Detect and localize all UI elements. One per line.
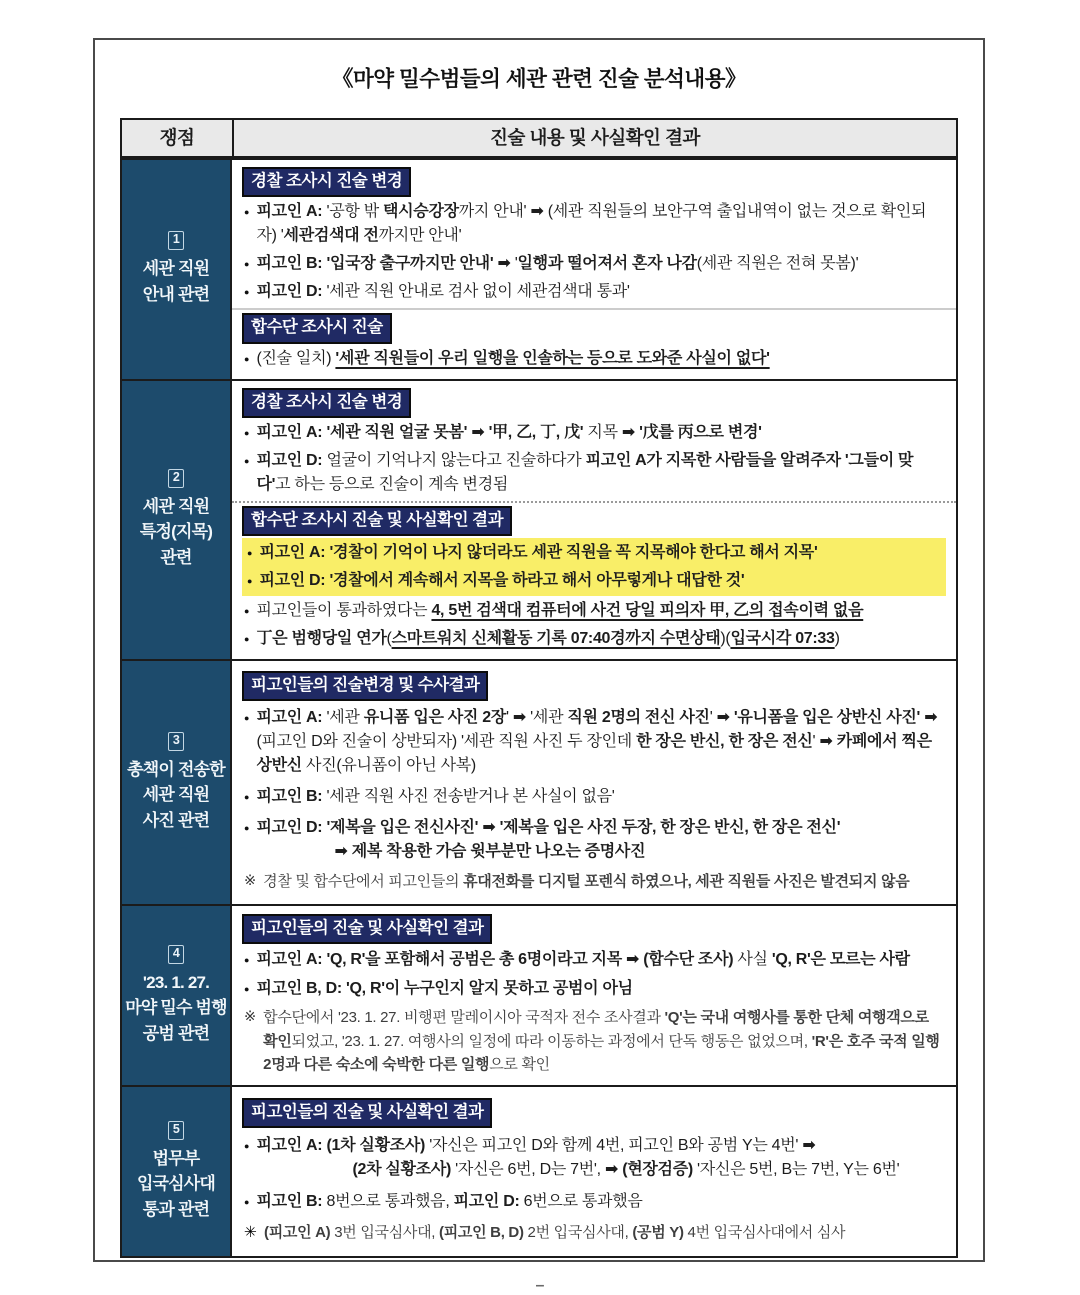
text-segment: 되었고, '23. 1. 27. 여행사의 일정에 따라 이동하는 과정에서 단독 행동은 없었으며,: [291, 1032, 812, 1050]
text-segment: '공항 밖: [326, 203, 383, 221]
header-issue-column: 쟁점: [122, 120, 234, 156]
issue-cell: [122, 160, 232, 379]
content-cell: [232, 1087, 956, 1256]
bullet-icon: ●: [244, 792, 250, 803]
text-segment: (현장검증): [622, 1161, 693, 1179]
text-segment: 까지만 안내': [378, 227, 462, 245]
text-segment: 3번 입국심사대,: [330, 1224, 440, 1242]
statement-text: [263, 870, 944, 893]
issue-label-line: 법무부: [152, 1148, 200, 1168]
statement-text: [256, 421, 944, 445]
text-segment: (1차 실황조사): [326, 1137, 426, 1155]
reference-mark-icon: ✳: [244, 1224, 257, 1242]
section-badge: 피고인들의 진술 및 사실확인 결과: [242, 1098, 492, 1128]
text-segment: 세관검색대 전: [283, 227, 379, 245]
text-segment: '甲, 乙, 丁, 戊': [488, 423, 584, 441]
text-segment: 피고인 B, D:: [256, 980, 347, 998]
text-segment: 'Q'는 국내 여행사를 통한 단체 여행객으로 확인: [263, 1009, 929, 1050]
issue-label-line: 공범 관련: [142, 1023, 210, 1043]
table-row: [122, 904, 956, 1085]
text-segment: ➡: [924, 709, 938, 727]
statement-text: [256, 627, 944, 651]
text-segment: )(: [720, 630, 731, 648]
statement-text: [256, 1190, 944, 1214]
section-badge-wrap: [242, 671, 946, 701]
text-segment: (2차 실황조사): [352, 1161, 452, 1179]
text-segment: 카페에서 찍은 상반신: [256, 733, 932, 775]
text-segment: '자신은 5번, B는 7번, Y는 6번': [692, 1161, 900, 1179]
text-segment: 얼굴이 기억나지 않는다고 진술하다가: [326, 451, 586, 469]
statement-bullet: [242, 815, 946, 865]
text-segment: ': [514, 255, 518, 273]
statement-text: [259, 541, 941, 565]
text-segment: 입국시각 07:33: [730, 630, 835, 648]
text-segment: ': [709, 709, 717, 727]
bullet-icon: ●: [244, 713, 250, 724]
text-segment: (피고인 A): [264, 1224, 331, 1242]
text-segment: (세관 직원들의 보안구역 출입내역이 없는 것으로 확인되자): [256, 203, 927, 245]
text-segment: 일행과 떨어져서 혼자 나감: [517, 255, 697, 273]
bullet-icon: ●: [244, 1196, 250, 1207]
statement-bullet: [242, 420, 946, 446]
text-segment: ': [280, 227, 284, 245]
statement-text: [256, 1134, 944, 1182]
text-segment: '제복을 입은 전신사진': [326, 818, 479, 836]
section-badge: 경찰 조사시 진술 변경: [242, 388, 411, 418]
text-segment: 'Q, R'이 누구인지 알지 못하고 공범이 아님: [346, 980, 633, 998]
section-badge-wrap: [242, 1098, 946, 1128]
text-segment: (피고인 D와 진술이 상반되자): [256, 733, 462, 751]
text-segment: 2번 입국심사대,: [523, 1224, 633, 1242]
text-segment: '입국장 출구까지만 안내': [326, 255, 498, 273]
statement-text: [256, 599, 944, 623]
document-title: 《마약 밀수범들의 세관 관련 진술 분석내용》: [332, 67, 746, 91]
text-segment: 'R'은 호주 국적 일행 2명과 다른 숙소에 숙박한 다른 일행: [263, 1032, 940, 1073]
issue-label-line: 입국심사대: [136, 1174, 216, 1194]
text-segment: 피고인 B:: [256, 788, 327, 806]
statement-text: [256, 347, 944, 371]
section-badge-wrap: [242, 506, 946, 536]
bullet-icon: ●: [244, 984, 250, 995]
issue-label-line: 관련: [160, 547, 192, 567]
statement-bullet: [242, 1133, 946, 1183]
text-segment: 피고인 D:: [256, 451, 327, 469]
statement-bullet: [242, 626, 946, 652]
statement-text: [256, 948, 944, 972]
text-segment: ➡: [802, 1137, 816, 1155]
text-segment: (세관 직원은 전혀 못봄)': [696, 255, 859, 273]
section-badge: 합수단 조사시 진술 및 사실확인 결과: [242, 506, 512, 536]
text-segment: '세관: [326, 709, 364, 727]
statement-text: [259, 569, 941, 593]
text-segment: 휴대전화를 디지털 포렌식 하였으나, 세관 직원들 사진은 발견되지 않음: [463, 873, 910, 891]
issue-label-line: '23. 1. 27.: [142, 972, 210, 992]
statement-bullet: [242, 448, 946, 498]
issue-label-line: 안내 관련: [142, 284, 210, 304]
issue-cell: [122, 661, 232, 904]
issue-label-line: 마약 밀수 범행: [125, 998, 227, 1018]
text-segment: (합수단 조사): [643, 951, 734, 969]
text-segment: 으로 확인: [489, 1055, 550, 1073]
text-segment: (: [386, 630, 392, 648]
indent-spacer: [256, 855, 334, 856]
text-segment: 피고인 A:: [256, 423, 327, 441]
section-badge-wrap: [242, 914, 946, 944]
text-segment: (피고인 B, D): [439, 1224, 524, 1242]
text-segment: ➡: [604, 1161, 623, 1179]
page-frame: [93, 38, 985, 1262]
issue-label-line: 세관 직원: [142, 496, 210, 516]
section-badge-wrap: [242, 313, 946, 343]
text-segment: ➡: [512, 709, 531, 727]
text-segment: ': [812, 733, 820, 751]
statement-bullet: [242, 705, 946, 779]
text-segment: 피고인들이 통과하였다는: [256, 602, 432, 620]
text-segment: 피고인 D:: [256, 283, 327, 301]
text-segment: '세관 직원 사진 두 장인데: [461, 733, 637, 751]
text-segment: '그들이 맞다': [256, 451, 914, 493]
section-badge: 합수단 조사시 진술: [242, 313, 392, 343]
text-segment: 까지 안내': [458, 203, 531, 221]
text-segment: 피고인 D:: [256, 818, 327, 836]
text-segment: 피고인 B:: [256, 1192, 327, 1210]
statement-bullet: [242, 976, 946, 1002]
issue-label-line: 통과 관련: [142, 1199, 210, 1219]
text-segment: 지목: [583, 423, 622, 441]
statement-bullet: [242, 947, 946, 973]
statement-bullet: [242, 251, 946, 277]
text-segment: '제복을 입은 사진 두장, 한 장은 반신, 한 장은 전신': [499, 818, 841, 836]
statement-text: [256, 816, 944, 864]
text-segment: 경찰 및 합수단에서 피고인들의: [263, 873, 464, 891]
text-segment: ): [834, 630, 840, 648]
statement-bullet: [242, 598, 946, 624]
text-segment: 직원 2명의 전신 사진: [567, 709, 710, 727]
text-segment: (공범 Y): [632, 1224, 684, 1242]
statement-text: [264, 1221, 944, 1244]
text-segment: ➡: [626, 951, 644, 969]
statement-text: [256, 200, 944, 248]
text-segment: '유니폼을 입은 상반신 사진': [733, 709, 921, 727]
statement-text: [256, 280, 944, 304]
text-segment: 피고인 A:: [256, 203, 327, 221]
text-segment: 丁은 범행당일 연가: [256, 630, 387, 648]
statement-bullet: [242, 279, 946, 305]
text-segment: 8번으로 통과했음,: [326, 1192, 454, 1210]
fact-note: [242, 869, 946, 894]
text-segment: '자신은 피고인 D와 함께 4번, 피고인 B와 공범 Y는 4번': [425, 1137, 803, 1155]
issue-label-line: 총책이 전송한: [127, 759, 225, 779]
fact-note: [242, 1220, 946, 1245]
reference-mark-icon: ※: [244, 1009, 257, 1026]
text-segment: 피고인 D:: [259, 572, 330, 590]
text-segment: ➡: [621, 423, 640, 441]
content-cell: [232, 906, 956, 1085]
table-row: [122, 1085, 956, 1256]
statement-text: [256, 977, 944, 1001]
text-segment: 'Q, R'을 포함해서 공범은 총 6명이라고 지목: [326, 951, 626, 969]
issue-number-badge: 2: [168, 469, 184, 488]
text-segment: 4번 입국심사대에서 심사: [683, 1224, 846, 1242]
text-segment: 고 하는 등으로 진술이 계속 변경됨: [275, 475, 509, 493]
text-segment: 사실: [733, 951, 772, 969]
table-row: [122, 158, 956, 379]
text-segment: 한 장은 반신, 한 장은 전신: [636, 733, 813, 751]
text-segment: 피고인 A:: [256, 1137, 327, 1155]
statement-text: [256, 252, 944, 276]
bullet-icon: ●: [244, 207, 250, 218]
text-segment: 피고인 A가 지목한 사람들을 알려주자: [585, 451, 841, 469]
statement-text: [263, 1006, 944, 1076]
section-badge-wrap: [242, 388, 946, 418]
text-segment: ➡: [716, 709, 734, 727]
text-segment: ➡: [497, 255, 515, 273]
text-segment: 'Q, R'은 모르는 사람: [771, 951, 910, 969]
section-badge: 피고인들의 진술변경 및 수사결과: [242, 671, 488, 701]
statement-bullet: [242, 784, 946, 810]
issue-label-line: 세관 직원: [142, 785, 210, 805]
text-segment: '세관 직원 사진 전송받거나 본 사실이 없음': [326, 788, 615, 806]
text-segment: 6번으로 통과했음: [523, 1192, 643, 1210]
issue-cell: [122, 1087, 232, 1256]
issue-number-badge: 5: [168, 1121, 184, 1140]
bullet-icon: ●: [244, 259, 250, 270]
text-segment: ': [506, 709, 513, 727]
text-segment: '경찰이 기억이 나지 않더라도 세관 직원을 꼭 지목해야 한다고 해서 지목': [329, 544, 818, 562]
header-content-column: 진술 내용 및 사실확인 결과: [490, 127, 700, 148]
bullet-icon: ●: [247, 576, 253, 587]
section-badge: 피고인들의 진술 및 사실확인 결과: [242, 914, 492, 944]
content-cell: [232, 160, 956, 379]
issue-label-line: 세관 직원: [142, 259, 210, 279]
table-row: [122, 379, 956, 660]
bullet-icon: ●: [244, 822, 250, 833]
text-segment: ➡: [819, 733, 837, 751]
statement-bullet: [242, 199, 946, 249]
text-segment: 피고인 D:: [453, 1192, 524, 1210]
highlighted-statements: [242, 538, 946, 596]
bullet-icon: ●: [247, 548, 253, 559]
table-header-row: [122, 120, 956, 158]
text-segment: 피고인 B:: [256, 255, 327, 273]
text-segment: '세관 직원 얼굴 못봄': [326, 423, 472, 441]
text-segment: 피고인 A:: [259, 544, 330, 562]
statement-bullet: [245, 539, 943, 567]
text-segment: ➡: [471, 423, 489, 441]
issue-label-line: 특정(지목): [139, 522, 213, 542]
text-segment: 사진(유니폼이 아닌 사복): [301, 757, 476, 775]
issue-cell: [122, 906, 232, 1085]
issue-number-badge: 1: [168, 231, 184, 250]
text-segment: (진술 일치): [256, 349, 336, 367]
content-cell: [232, 661, 956, 904]
text-segment: '세관: [530, 709, 568, 727]
reference-mark-icon: ※: [244, 873, 257, 890]
text-segment: '戊를 丙으로 변경': [639, 423, 762, 441]
separator: [232, 308, 956, 310]
table-row: [122, 659, 956, 904]
text-segment: 합수단에서 '23. 1. 27. 비행편 말레이시아 국적자 전수 조사결과: [263, 1009, 665, 1027]
bullet-icon: ●: [244, 1141, 250, 1152]
statement-text: [256, 785, 944, 809]
bullet-icon: ●: [244, 955, 250, 966]
section-badge: 경찰 조사시 진술 변경: [242, 167, 411, 197]
bullet-icon: ●: [244, 634, 250, 645]
indent-spacer: [256, 1173, 352, 1174]
analysis-table: [120, 118, 958, 1258]
issue-label-line: 사진 관련: [142, 810, 210, 830]
statement-text: [256, 449, 944, 497]
text-segment: '세관 직원 안내로 검사 없이 세관검색대 통과': [326, 283, 630, 301]
page-number-mark: –: [535, 1277, 545, 1294]
text-segment: ➡: [334, 842, 352, 860]
separator: [232, 501, 956, 503]
text-segment: ➡: [530, 203, 548, 221]
bullet-icon: ●: [244, 353, 250, 364]
bullet-icon: ●: [244, 455, 250, 466]
statement-bullet: [245, 567, 943, 595]
bullet-icon: ●: [244, 287, 250, 298]
issue-cell: [122, 381, 232, 660]
text-segment: '경찰에서 계속해서 지목을 하라고 해서 아무렇게나 대답한 것': [329, 572, 745, 590]
content-cell: [232, 381, 956, 660]
text-segment: 피고인 A:: [256, 709, 327, 727]
issue-number-badge: 3: [168, 732, 184, 751]
issue-number-badge: 4: [168, 945, 184, 964]
text-segment: '세관 직원들이 우리 일행을 인솔하는 등으로 도와준 사실이 없다': [335, 349, 770, 367]
statement-text: [256, 706, 944, 778]
text-segment: 4, 5번 검색대 컴퓨터에 사건 당일 피의자 甲, 乙의 접속이력 없음: [431, 602, 864, 620]
text-segment: '자신은 6번, D는 7번',: [451, 1161, 605, 1179]
fact-note: [242, 1005, 946, 1077]
text-segment: 스마트워치 신체활동 기록 07:40경까지 수면상태: [391, 630, 721, 648]
statement-bullet: [242, 1189, 946, 1215]
text-segment: 유니폼 입은 사진 2장: [363, 709, 506, 727]
section-badge-wrap: [242, 167, 946, 197]
statement-bullet: [242, 346, 946, 372]
bullet-icon: ●: [244, 427, 250, 438]
text-segment: 택시승강장: [383, 203, 459, 221]
text-segment: 제복 착용한 가슴 윗부분만 나오는 증명사진: [351, 842, 646, 860]
text-segment: ➡: [482, 818, 500, 836]
text-segment: 피고인 A:: [256, 951, 327, 969]
bullet-icon: ●: [244, 606, 250, 617]
